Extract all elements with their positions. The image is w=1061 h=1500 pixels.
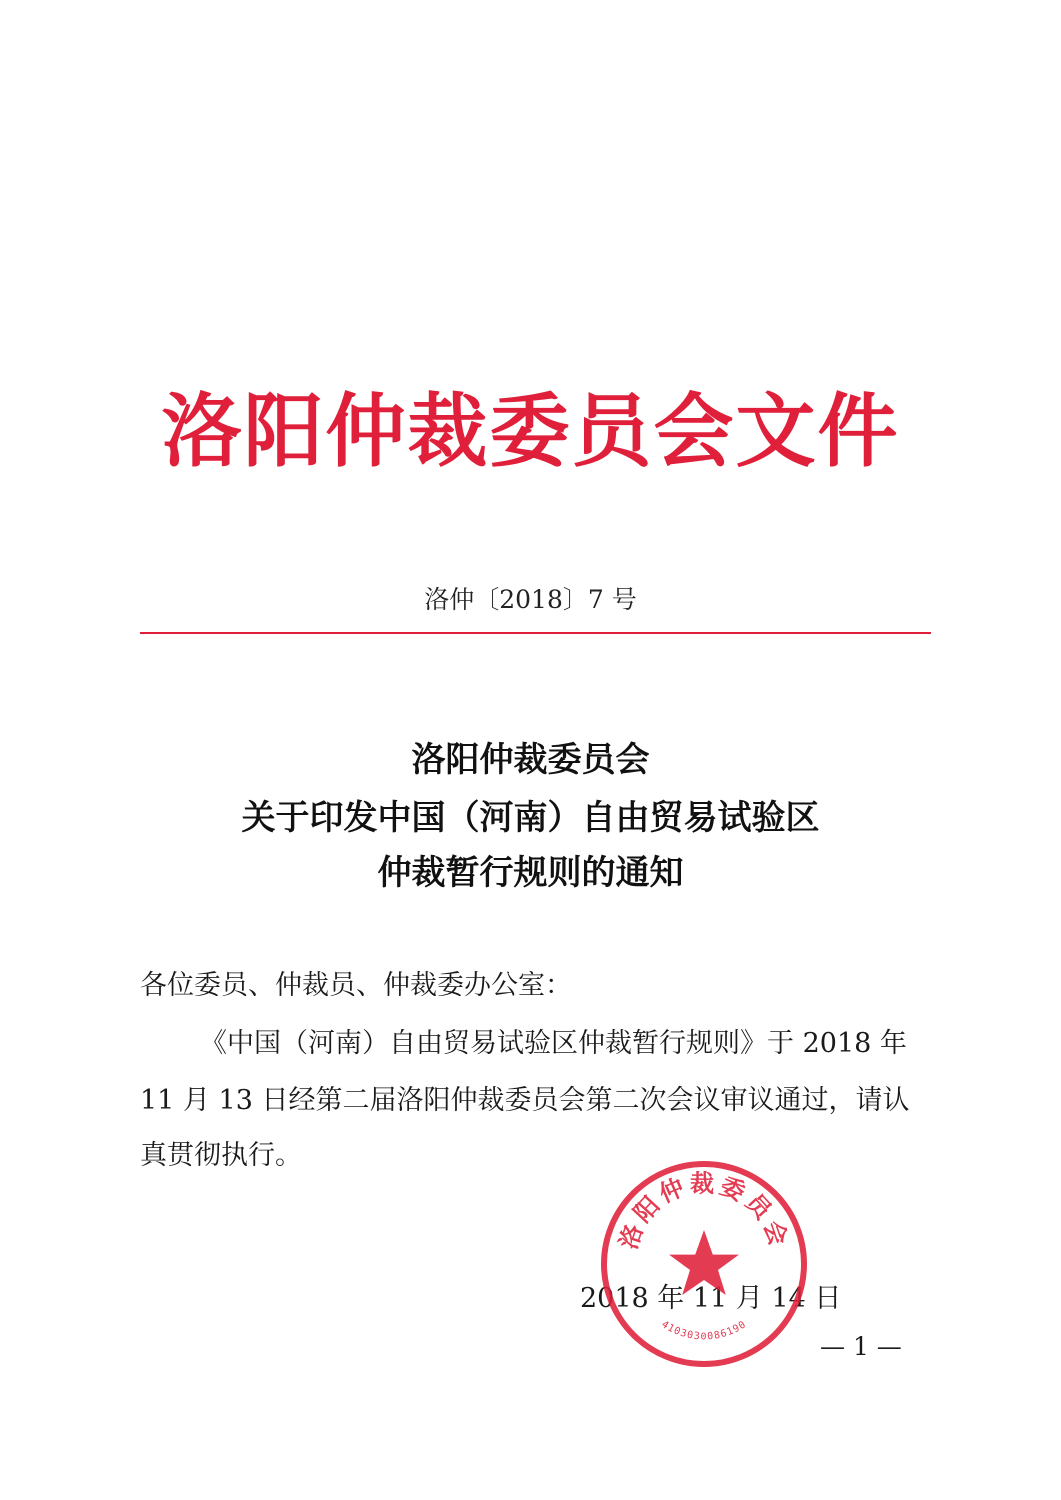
body-paragraph-line-1: 《中国（河南）自由贸易试验区仲裁暂行规则》于 2018 年 [200, 1028, 907, 1059]
notice-title-line-2: 关于印发中国（河南）自由贸易试验区 [241, 798, 820, 838]
seal-text-path: 洛阳仲裁委员会 [614, 1169, 794, 1253]
header-divider [140, 632, 931, 634]
page-number: — 1 — [820, 1332, 902, 1361]
seal-serial [659, 1319, 748, 1342]
document-number: 洛仲〔2018〕7 号 [424, 585, 637, 614]
notice-title-line-3: 仲裁暂行规则的通知 [377, 853, 684, 893]
notice-title-line-1: 洛阳仲裁委员会 [411, 740, 650, 780]
document-header-title: 洛阳仲裁委员会文件 [161, 385, 900, 478]
salutation: 各位委员、仲裁员、仲裁委办公室： [140, 970, 572, 1001]
seal-serial-path: 4103030086190 [659, 1318, 749, 1343]
body-paragraph-line-3: 真贯彻执行。 [140, 1140, 302, 1171]
issue-date: 2018 年 11 月 14 日 [580, 1283, 842, 1314]
official-seal [598, 1158, 810, 1370]
body-paragraph-line-2: 11 月 13 日经第二届洛阳仲裁委员会第二次会议审议通过，请认 [140, 1085, 910, 1116]
seal-star-icon [669, 1230, 739, 1295]
